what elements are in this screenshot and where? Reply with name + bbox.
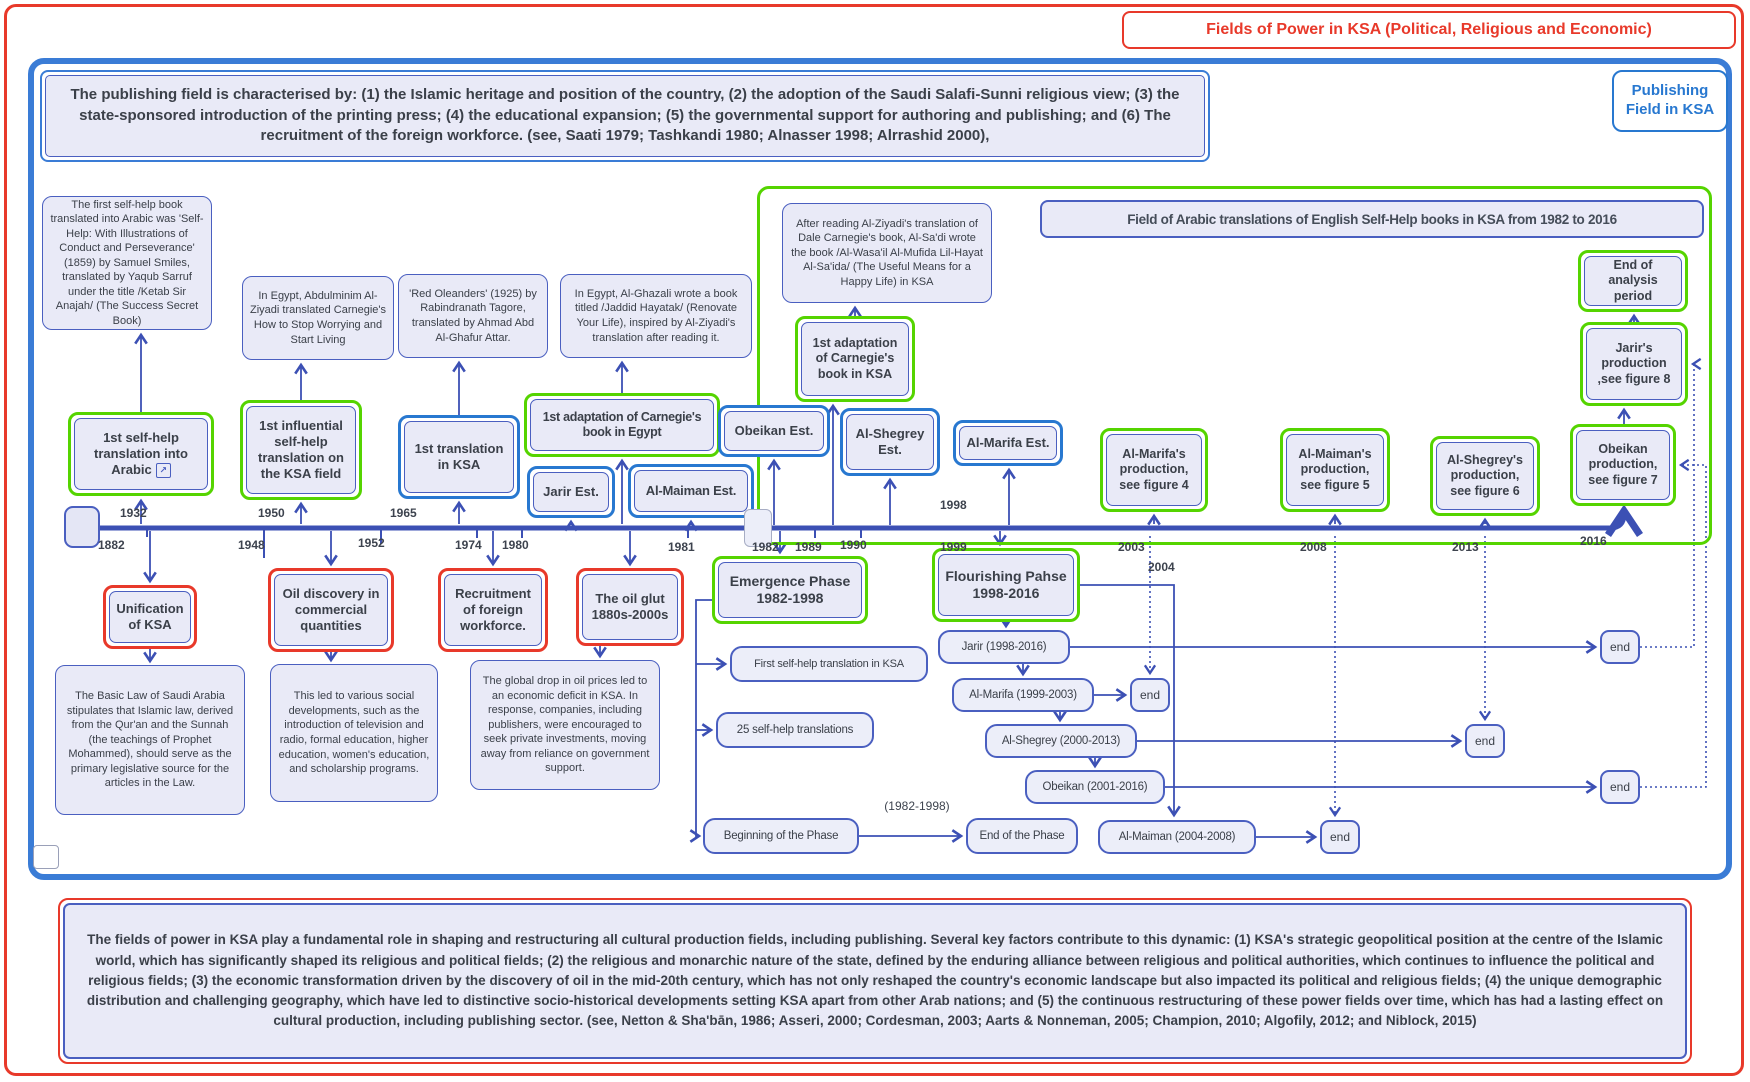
year-label-1952: 1952 xyxy=(358,536,385,550)
node-text: Al-Maiman's production, see figure 5 xyxy=(1286,434,1384,506)
node-obeikan-production xyxy=(1570,424,1676,506)
node-label: Obeikan (2001-2016) xyxy=(1042,781,1148,793)
year-label-1932: 1932 xyxy=(120,506,147,520)
desc-text: In Egypt, Abdulminim Al-Ziyadi translated Carnegie's How to Stop Worrying and Start Living xyxy=(250,289,387,346)
desc-text: The global drop in oil prices led to an economic deficit in KSA. In response, companies, including publishers, were encouraged to seek private investments, moving away from reliance on government support. xyxy=(480,675,650,775)
page-title xyxy=(1122,11,1736,49)
node-label: 1st self-help translation into Arabic xyxy=(94,430,188,477)
node-text: Flourishing Pahse 1998-2016 xyxy=(938,554,1074,616)
desc-social-developments xyxy=(270,664,438,802)
node-25-translations xyxy=(716,712,874,748)
desc-text: The first self-help book translated into Arabic was 'Self-Help: With Illustrations of Conduct and Perseverance' (1859) by Samuel Smiles, translated by Yaqub Sarruf under the title /Ketab Sir Anajah/ (The Success Secret Book) xyxy=(50,198,204,327)
node-text: Recruitment of foreign workforce. xyxy=(444,574,542,646)
desc-basic-law xyxy=(55,665,245,815)
node-almarifa-est xyxy=(953,420,1063,466)
year-label-1982: 1982 xyxy=(752,540,779,554)
frame-corner-node xyxy=(33,845,59,869)
node-text: End of analysis period xyxy=(1584,256,1682,306)
node-text: Obeikan production, see figure 7 xyxy=(1576,430,1670,500)
desc-alziyadi-translation xyxy=(242,276,394,360)
intro-box xyxy=(40,70,1210,162)
node-text: Al-Marifa Est. xyxy=(959,426,1057,460)
year-label-1980: 1980 xyxy=(502,538,529,552)
node-label: Beginning of the Phase xyxy=(723,830,839,842)
node-text: 1st adaptation of Carnegie's book in KSA xyxy=(801,322,909,396)
year-label-1950: 1950 xyxy=(258,506,285,520)
node-label: Jarir (1998-2016) xyxy=(961,641,1047,653)
page-title-text: Fields of Power in KSA (Political, Religious and Economic) xyxy=(1206,21,1652,38)
node-1st-selfhelp-translation-arabic xyxy=(68,412,214,496)
node-1st-adaptation-ksa xyxy=(795,316,915,402)
node-text: 1st adaptation of Carnegie's book in Egypt xyxy=(530,399,714,451)
node-text xyxy=(74,418,208,490)
intro-text: The publishing field is characterised by: (1) the Islamic heritage and position of the country, (2) the adoption of the Saudi Salafi-Sunni religious view; (3) the state-sponsored introduction of the printing press; (4) the educational expansion; (5) the governmental support for authoring and publishing; and (6) The recruitment of the foreign workforce. (see, Saati 1979; Tashkandi 1980; Alnasser 1998; Alrrashid 2000), xyxy=(45,75,1205,157)
node-foreign-workforce xyxy=(438,568,548,652)
node-oil-discovery xyxy=(268,568,394,652)
node-beginning-of-phase xyxy=(703,818,859,854)
field-title xyxy=(1040,200,1704,238)
node-emergence-phase xyxy=(712,556,868,624)
node-alshegrey-est xyxy=(840,408,940,476)
desc-text: This led to various social developments, such as the introduction of television and radio, formal education, higher education, women's education, and scholarship programs. xyxy=(278,690,430,776)
node-oil-glut xyxy=(576,568,684,646)
timeline-start-node xyxy=(64,506,100,548)
node-label: end xyxy=(1329,830,1351,844)
year-label-1948: 1948 xyxy=(238,538,265,552)
external-link-icon[interactable]: ↗ xyxy=(156,463,171,478)
publishing-field-badge-text: Publishing Field in KSA xyxy=(1625,82,1715,118)
node-almarifa-period xyxy=(952,678,1094,712)
node-1st-influential-translation xyxy=(240,400,362,500)
desc-alsadi-book xyxy=(782,203,992,303)
node-first-translation-ksa xyxy=(730,646,928,682)
year-label-2003: 2003 xyxy=(1118,540,1145,554)
node-alshegrey-period xyxy=(985,724,1137,758)
year-label-2004: 2004 xyxy=(1148,560,1175,574)
node-jarir-est xyxy=(527,466,615,518)
node-jarir-production xyxy=(1580,322,1688,406)
node-1st-adaptation-egypt xyxy=(524,393,720,457)
node-end-obeikan xyxy=(1600,770,1640,804)
node-text: Jarir's production ,see figure 8 xyxy=(1586,328,1682,400)
year-label-1965: 1965 xyxy=(390,506,417,520)
year-label-1998: 1998 xyxy=(940,498,967,512)
node-almaiman-period xyxy=(1098,820,1256,854)
desc-text: After reading Al-Ziyadi's translation of Dale Carnegie's book, Al-Sa'di wrote the book /Al-Wasa'il Al-Mufida Lil-Hayat Al-Sa'ida/ (The Useful Means for a Happy Life) in KSA xyxy=(791,217,983,288)
node-label: First self-help translation in KSA xyxy=(754,658,904,670)
node-almarifa-production xyxy=(1100,428,1208,512)
node-label: Al-Maiman (2004-2008) xyxy=(1118,831,1236,843)
node-text: Obeikan Est. xyxy=(724,411,824,451)
node-text: Unification of KSA xyxy=(109,591,191,643)
desc-text: The Basic Law of Saudi Arabia stipulates that Islamic law, derived from the Qur'an and the Sunnah (the teachings of Prophet Mohammed), should serve as the primary legislative source for the articles in the Law. xyxy=(66,690,234,790)
node-label: 25 self-help translations xyxy=(736,724,854,736)
desc-first-selfhelp-book xyxy=(42,196,212,330)
year-label-2013: 2013 xyxy=(1452,540,1479,554)
year-label-1989: 1989 xyxy=(795,540,822,554)
publishing-field-badge xyxy=(1612,70,1728,132)
node-text: The oil glut 1880s-2000s xyxy=(582,574,678,640)
node-text: Al-Marifa's production, see figure 4 xyxy=(1106,434,1202,506)
node-obeikan-period xyxy=(1025,770,1165,804)
year-label-1882: 1882 xyxy=(98,538,125,552)
fields-of-power-box xyxy=(58,898,1692,1064)
node-obeikan-est xyxy=(718,405,830,457)
node-flourishing-phase xyxy=(932,548,1080,622)
desc-text: In Egypt, Al-Ghazali wrote a book titled /Jaddid Hayatak/ (Renovate Your Life), inspired by Al-Ziyadi's translation after reading it. xyxy=(574,287,738,344)
fields-of-power-text: The fields of power in KSA play a fundamental role in shaping and restructuring all cultural production fields, including publishing. Several key factors contribute to this dynamic: (1) KSA's strategic geopolitical position at the centre of the Islamic world, which has significantly shaped its religious and political fields; (2) the religious and monarchic nature of the state, defined by the enduring alliance between religious and political authorities, which continues to influence the political and religious fields; (3) the economic transformation driven by the discovery of oil in the mid-20th century, which has not only reshaped the country's economic landscape but also impacted its political and religious fields; (4) the unique demographic distribution and challenging geography, which have led to distinctive socio-historical developments setting KSA apart from other Arab nations; and (5) the continuous restructuring of these power fields over time, which has had a lasting effect on cultural production, including publishing sector. (see, Netton & Sha'bān, 1986; Asseri, 2000; Cordesman, 2003; Aarts & Nonneman, 2005; Champion, 2010; Algofily, 2012; and Niblock, 2015) xyxy=(63,903,1687,1059)
node-end-of-phase xyxy=(966,818,1078,854)
year-label-2008: 2008 xyxy=(1300,540,1327,554)
node-label: end xyxy=(1474,734,1496,748)
node-end-almaiman xyxy=(1320,820,1360,854)
node-label: end xyxy=(1139,688,1161,702)
node-almaiman-est xyxy=(628,464,754,518)
label-text: (1982-1998) xyxy=(884,799,950,813)
node-end-alshegrey xyxy=(1465,724,1505,758)
desc-text: 'Red Oleanders' (1925) by Rabindranath Tagore, translated by Ahmad Abd Al-Ghafur Attar. xyxy=(409,287,537,344)
node-text: Oil discovery in commercial quantities xyxy=(274,574,388,646)
node-unification-ksa xyxy=(103,585,197,649)
node-text: Al-Shegrey Est. xyxy=(846,414,934,470)
year-label-1974: 1974 xyxy=(455,538,482,552)
field-title-text: Field of Arabic translations of English Self-Help books in KSA from 1982 to 2016 xyxy=(1127,211,1617,227)
node-text: Al-Shegrey's production, see figure 6 xyxy=(1436,442,1534,510)
node-end-jarir xyxy=(1600,630,1640,664)
node-jarir-period xyxy=(938,630,1070,664)
node-label: end xyxy=(1609,780,1631,794)
node-label: Al-Shegrey (2000-2013) xyxy=(1001,735,1121,747)
node-text: 1st influential self-help translation on the KSA field xyxy=(246,406,356,494)
node-alshegrey-production xyxy=(1430,436,1540,516)
year-label-1999: 1999 xyxy=(940,540,967,554)
node-label: end xyxy=(1609,640,1631,654)
node-end-of-analysis xyxy=(1578,250,1688,312)
node-text: Emergence Phase 1982-1998 xyxy=(718,562,862,618)
desc-oil-price-drop xyxy=(470,660,660,790)
node-end-almarifa xyxy=(1130,678,1170,712)
node-text: Jarir Est. xyxy=(533,472,609,512)
year-label-1981: 1981 xyxy=(668,540,695,554)
phase-range-label xyxy=(872,798,962,814)
node-almaiman-production xyxy=(1280,428,1390,512)
node-label: End of the Phase xyxy=(979,830,1065,842)
node-text: 1st translation in KSA xyxy=(404,421,514,493)
year-label-1990: 1990 xyxy=(840,538,867,552)
desc-red-oleanders xyxy=(398,274,548,358)
desc-alghazali-book xyxy=(560,274,752,358)
node-text: Al-Maiman Est. xyxy=(634,470,748,512)
node-label: Al-Marifa (1999-2003) xyxy=(969,689,1077,701)
year-label-2016: 2016 xyxy=(1580,534,1607,548)
node-1st-translation-ksa xyxy=(398,415,520,499)
